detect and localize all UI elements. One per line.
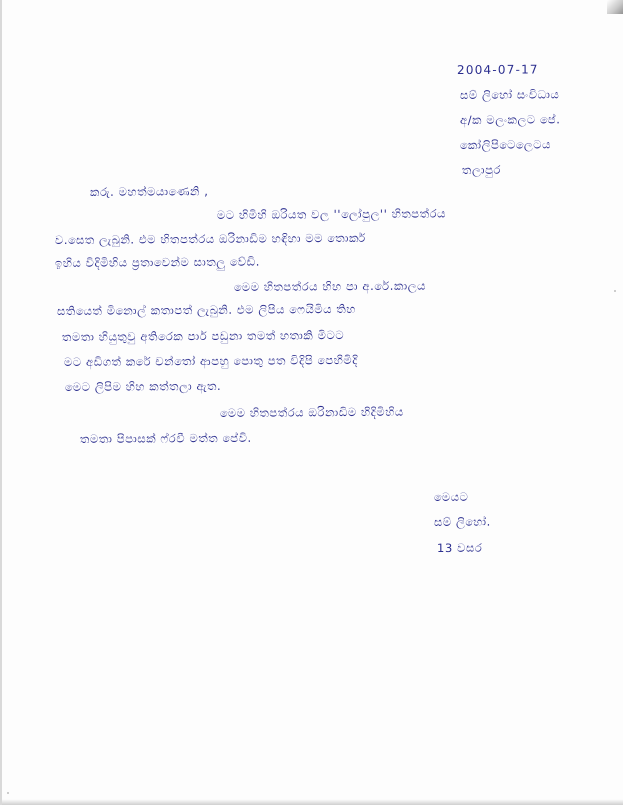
scan-corner-shadow <box>607 0 623 14</box>
signature-class: 13 වසර <box>436 540 483 555</box>
body-line: තමතා හියුතුවු අතිරෙක පාර් පඩුනා තමත් හතාකි මිටට <box>61 328 345 344</box>
body-line: ව.සෙත ලැබුනි. එම හිතපත්රය ඔරිනාඩිම හඳිහා මම තොර්ක <box>54 230 366 247</box>
sender-address-line: කෝලිපිටෙලෙටය <box>459 137 552 152</box>
body-line: මට අඩිගත් කරේ චන්තෝ ආපහු පොතු පත විදිපි පෙහිමිදි <box>63 352 358 369</box>
body-line: මෙම හිතපත්රය හිහ පා අ.රේ.කාලය <box>233 278 426 294</box>
body-line: මෙම හිතපත්රය ඔරිනාඩිම හිදිමිහිය <box>219 404 404 420</box>
body-line: මෙට ලිපිම හිහ කත්තලා ඇත. <box>64 378 222 394</box>
signature-name: සම් ලිහෝ. <box>433 514 491 529</box>
body-line: මට හිමිහි ඔරියත වල ''ලෝපුල'' හිතපත්රය <box>216 206 447 222</box>
scan-bottom-shadow <box>2 799 623 805</box>
scan-speck <box>7 792 9 794</box>
scan-speck <box>614 290 616 292</box>
closing: මෙයට <box>433 489 469 504</box>
salutation: කරු. මහත්මයාණෙනි , <box>89 184 209 199</box>
body-line: සතියෙත් මිනොල් කතාපත් ලැබුනි. එම ලිපිය ෆෙයිමිය තිහ <box>56 301 356 318</box>
body-line: ඉහිය විදිමිහිය ප්‍රතාවෙන්ම සාතලු වේඩි. <box>54 254 261 270</box>
sender-address-line: තලාපුර <box>461 162 502 177</box>
letter-date: 2004-07-17 <box>456 62 539 77</box>
sender-address-line: අ/ක මලංකලට පේ. <box>459 112 561 127</box>
body-line: තමතා පිපාසක් ෆ්රවී මත්ත පේවි. <box>79 430 252 446</box>
sender-address-line: සම් ලිහෝ සංවිධාය <box>459 87 560 102</box>
